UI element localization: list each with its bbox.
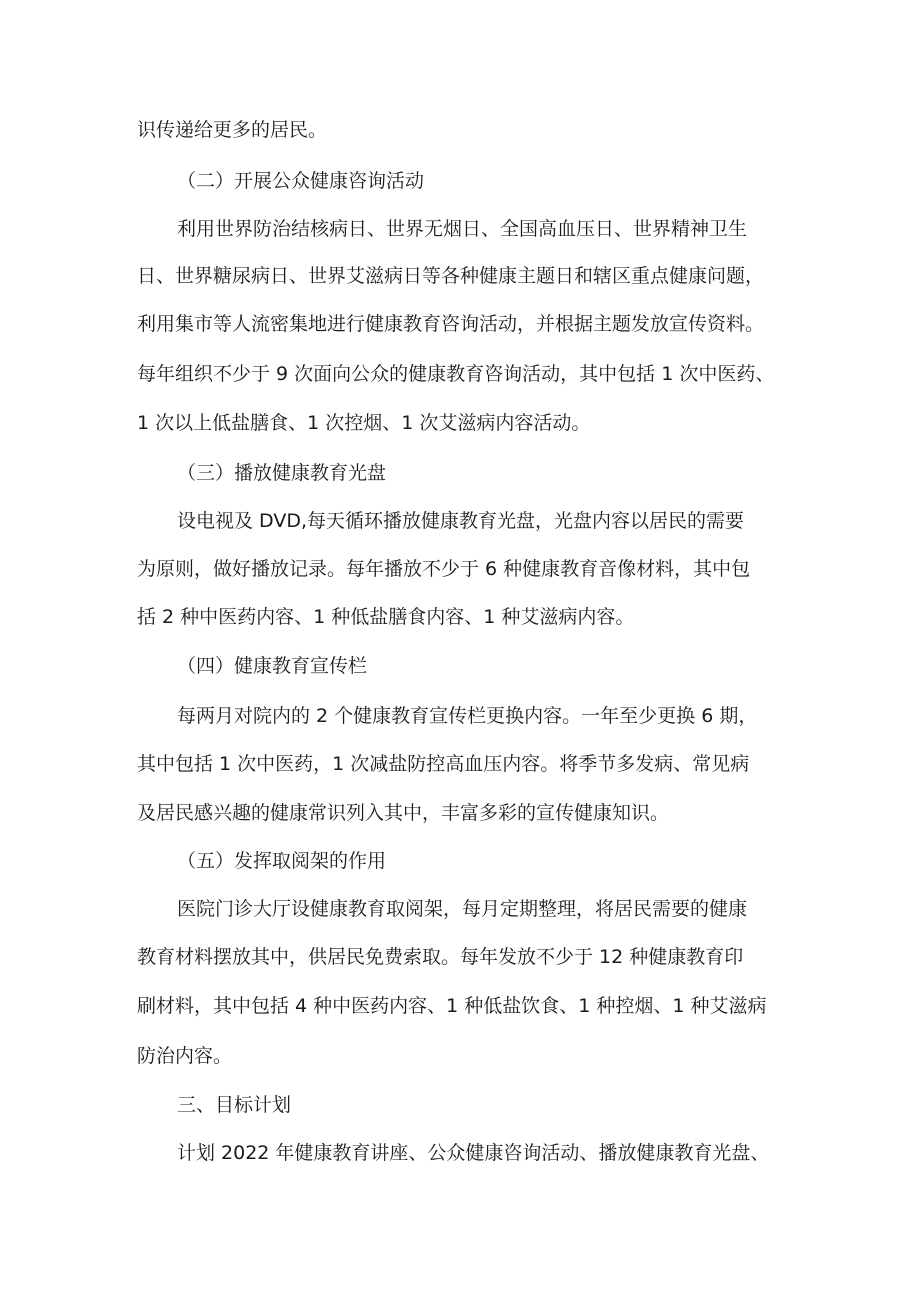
text-line-5: 利用集市等人流密集地进行健康教育咨询活动，并根据主题发放宣传资料。 — [137, 313, 765, 335]
text-line-13: 每两月对院内的 2 个健康教育宣传栏更换内容。一年至少更换 6 期， — [177, 705, 758, 727]
text-line-1: 识传递给更多的居民。 — [137, 119, 328, 141]
text-line-20: 防治内容。 — [137, 1045, 233, 1067]
text-line-14: 其中包括 1 次中医药，1 次减盐防控高血压内容。将季节多发病、常见病 — [137, 753, 750, 775]
section-heading-4: （四）健康教育宣传栏 — [177, 655, 368, 677]
text-line-19: 刷材料，其中包括 4 种中医药内容、1 种低盐饮食、1 种控烟、1 种艾滋病 — [137, 995, 767, 1017]
section-heading-2: （二）开展公众健康咨询活动 — [177, 170, 425, 192]
text-line-18: 教育材料摆放其中，供居民免费索取。每年发放不少于 12 种健康教育印 — [137, 946, 744, 968]
text-line-11: 括 2 种中医药内容、1 种低盐膳食内容、1 种艾滋病内容。 — [137, 606, 635, 628]
section-heading-5: （五）发挥取阅架的作用 — [177, 850, 387, 872]
text-line-17: 医院门诊大厅设健康教育取阅架，每月定期整理，将居民需要的健康 — [177, 898, 748, 920]
text-line-3: 利用世界防治结核病日、世界无烟日、全国高血压日、世界精神卫生 — [177, 218, 748, 240]
text-line-4: 日、世界糖尿病日、世界艾滋病日等各种健康主题日和辖区重点健康问题， — [137, 265, 765, 287]
text-line-22: 计划 2022 年健康教育讲座、公众健康咨询活动、播放健康教育光盘、 — [177, 1142, 770, 1164]
text-line-6: 每年组织不少于 9 次面向公众的健康教育咨询活动，其中包括 1 次中医药、 — [137, 363, 775, 385]
text-line-9: 设电视及 DVD,每天循环播放健康教育光盘，光盘内容以居民的需要 — [177, 510, 745, 532]
section-heading-target-plan: 三、目标计划 — [177, 1094, 292, 1116]
text-line-15: 及居民感兴趣的健康常识列入其中，丰富多彩的宣传健康知识。 — [137, 802, 670, 824]
text-line-7: 1 次以上低盐膳食、1 次控烟、1 次艾滋病内容活动。 — [137, 412, 591, 434]
text-line-10: 为原则，做好播放记录。每年播放不少于 6 种健康教育音像材料，其中包 — [137, 558, 751, 580]
section-heading-3: （三）播放健康教育光盘 — [177, 462, 387, 484]
